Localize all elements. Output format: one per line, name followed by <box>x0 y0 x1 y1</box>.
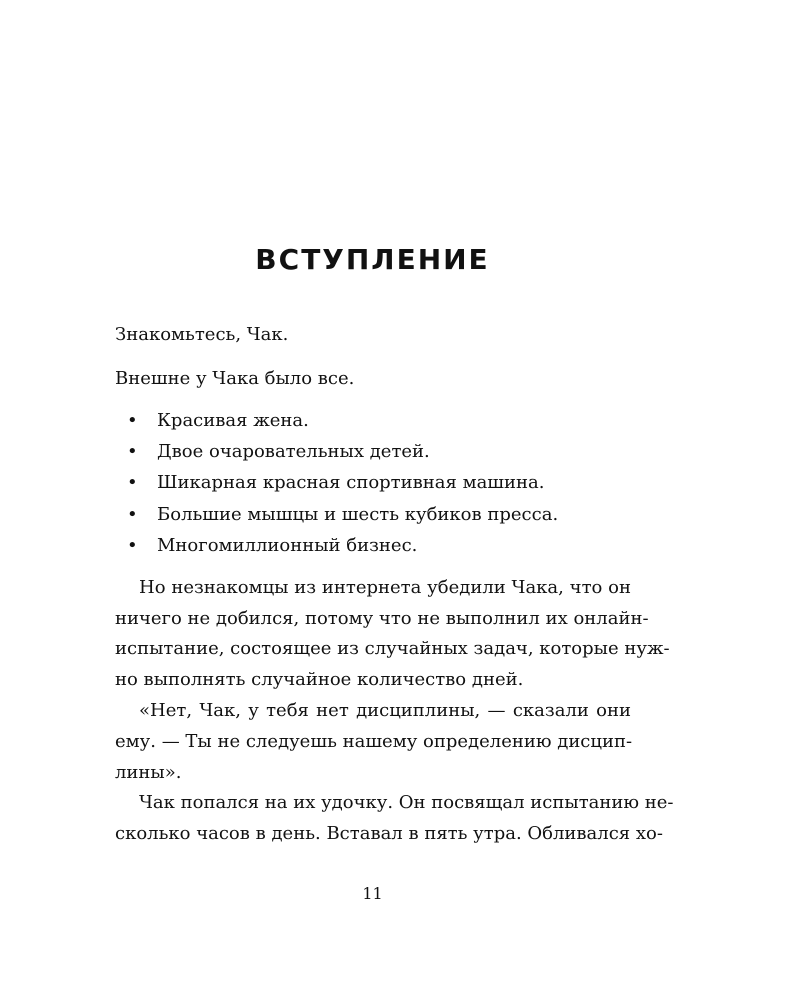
bullet-marker: • <box>127 410 138 431</box>
bullet-marker: • <box>127 441 138 462</box>
body-line: но выполнять случайное количество дней. <box>115 669 524 690</box>
body-line: Но незнакомцы из интернета убедили Чака, что он <box>139 577 631 598</box>
paragraph-intro-2: Внешне у Чака было все. <box>115 368 355 389</box>
list-item <box>127 504 558 526</box>
body-line: сколько часов в день. Вставал в пять утра. Обливался хо- <box>115 823 663 844</box>
body-line: Чак попался на их удочку. Он посвящал испытанию не- <box>139 792 674 813</box>
body-line: ничего не добился, потому что не выполнил их онлайн- <box>115 608 649 629</box>
list-item-text: Красивая жена. <box>157 410 309 431</box>
list-item-text: Двое очаровательных детей. <box>157 441 430 462</box>
bullet-marker: • <box>127 535 138 556</box>
list-item <box>127 472 544 494</box>
list-item <box>127 410 309 432</box>
bullet-marker: • <box>127 504 138 525</box>
list-item-text: Многомиллионный бизнес. <box>157 535 418 556</box>
list-item-text: Большие мышцы и шесть кубиков пресса. <box>157 504 559 525</box>
list-item-text: Шикарная красная спортивная машина. <box>157 472 545 493</box>
chapter-title: ВСТУПЛЕНИЕ <box>255 243 490 276</box>
body-line: испытание, состоящее из случайных задач, которые нуж- <box>115 638 670 659</box>
paragraph-intro-1: Знакомьтесь, Чак. <box>115 324 289 345</box>
body-line: «Нет, Чак, у тебя нет дисциплины, — сказали они <box>139 700 631 721</box>
bullet-marker: • <box>127 472 138 493</box>
body-line: ему. — Ты не следуешь нашему определению дисцип- <box>115 731 633 752</box>
body-line: лины». <box>115 762 182 783</box>
list-item <box>127 535 417 557</box>
list-item <box>127 441 430 463</box>
page-number: 11 <box>362 884 383 903</box>
